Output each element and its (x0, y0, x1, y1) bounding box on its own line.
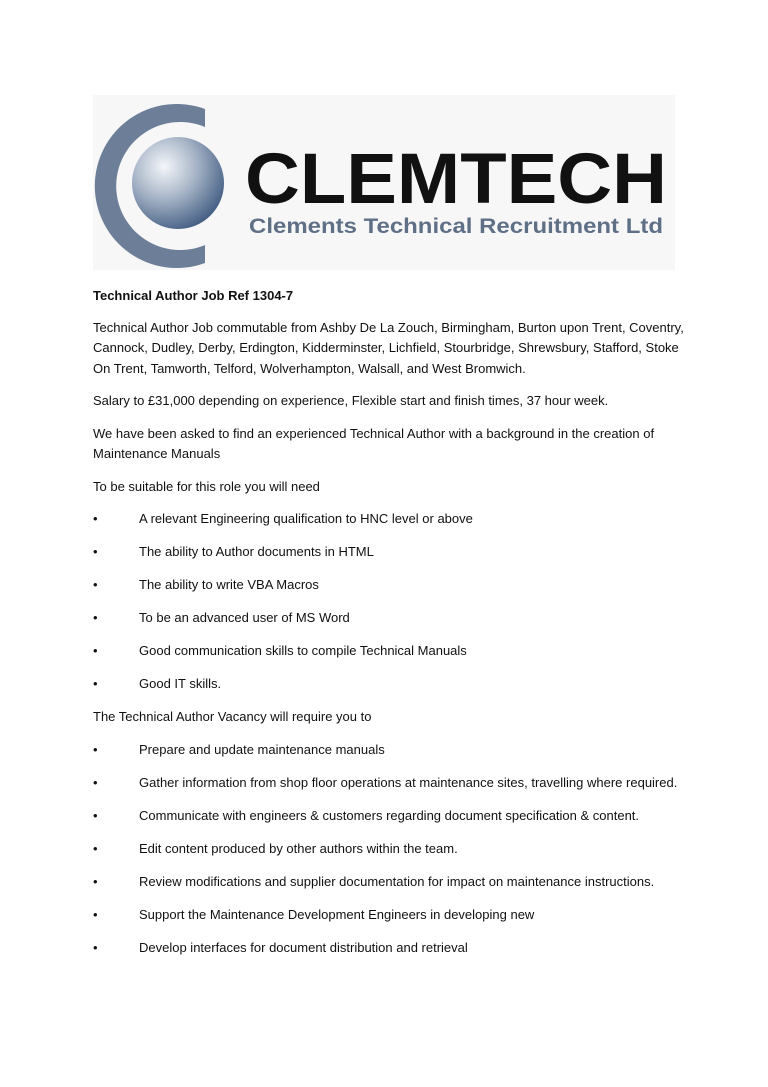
requirement-item (93, 674, 693, 695)
bullet-glyph: • (93, 939, 98, 955)
bullet-glyph: • (93, 643, 98, 658)
bullet-glyph: • (93, 610, 98, 625)
duty-item (93, 905, 693, 926)
company-logo (93, 95, 675, 270)
duty-item (93, 839, 693, 860)
duty-text: Develop interfaces for document distribution and retrieval (139, 939, 468, 955)
salary-paragraph: Salary to £31,000 depending on experience, Flexible start and finish times, 37 hour week. (93, 393, 609, 408)
duty-item (93, 740, 693, 761)
document-body (93, 286, 693, 971)
duty-item (93, 773, 693, 794)
bullet-glyph: • (93, 873, 98, 889)
duty-text: Gather information from shop floor operations at maintenance sites, travelling where required. (139, 774, 678, 790)
bullet-glyph: • (93, 577, 98, 592)
logo-tagline-text: Clements Technical Recruitment Ltd (249, 215, 663, 238)
requirements-heading: To be suitable for this role you will need (93, 478, 320, 494)
intro-paragraph: Technical Author Job commutable from Ashby De La Zouch, Birmingham, Burton upon Trent, Coventry, Cannock, Dudley, Derby, Erdington, Kidderminster, Lichfield, Stourbridge, Shrewsbury, Stafford, Stoke On Trent, Tamworth, Telford, Wolverhampton, Walsall, and West Bromwich. (93, 319, 684, 376)
bullet-glyph: • (93, 774, 98, 790)
duty-text: Prepare and update maintenance manuals (139, 741, 385, 757)
duty-item (93, 806, 693, 827)
duty-item (93, 872, 693, 893)
requirement-item (93, 542, 693, 563)
brief-paragraph: We have been asked to find an experienced Technical Author with a background in the creation of Maintenance Manuals (93, 425, 655, 461)
requirement-item (93, 641, 693, 662)
bullet-glyph: • (93, 840, 98, 856)
requirement-text: A relevant Engineering qualification to HNC level or above (139, 511, 473, 526)
requirement-item (93, 575, 693, 596)
duty-item (93, 938, 693, 959)
duty-text: Review modifications and supplier documentation for impact on maintenance instructions. (139, 873, 655, 889)
bullet-glyph: • (93, 807, 98, 823)
duties-heading: The Technical Author Vacancy will require you to (93, 709, 372, 724)
bullet-glyph: • (93, 906, 98, 922)
bullet-glyph: • (93, 676, 98, 691)
requirement-text: Good communication skills to compile Technical Manuals (139, 643, 467, 658)
requirement-text: Good IT skills. (139, 676, 222, 691)
logo-graphic (93, 95, 675, 270)
duty-text: Edit content produced by other authors within the team. (139, 840, 458, 856)
requirement-text: The ability to Author documents in HTML (139, 544, 374, 559)
duty-text: Communicate with engineers & customers regarding document specification & content. (139, 807, 640, 823)
job-title: Technical Author Job Ref 1304-7 (93, 288, 294, 303)
requirement-item (93, 608, 693, 629)
requirement-item (93, 509, 693, 530)
duty-text: Support the Maintenance Development Engineers in developing new (139, 906, 535, 922)
bullet-glyph: • (93, 544, 98, 559)
requirement-text: To be an advanced user of MS Word (139, 610, 350, 625)
logo-sphere (132, 137, 224, 229)
requirement-text: The ability to write VBA Macros (139, 577, 319, 592)
bullet-glyph: • (93, 511, 98, 526)
bullet-glyph: • (93, 741, 98, 757)
logo-brand-text: CLEMTECH (245, 140, 667, 219)
